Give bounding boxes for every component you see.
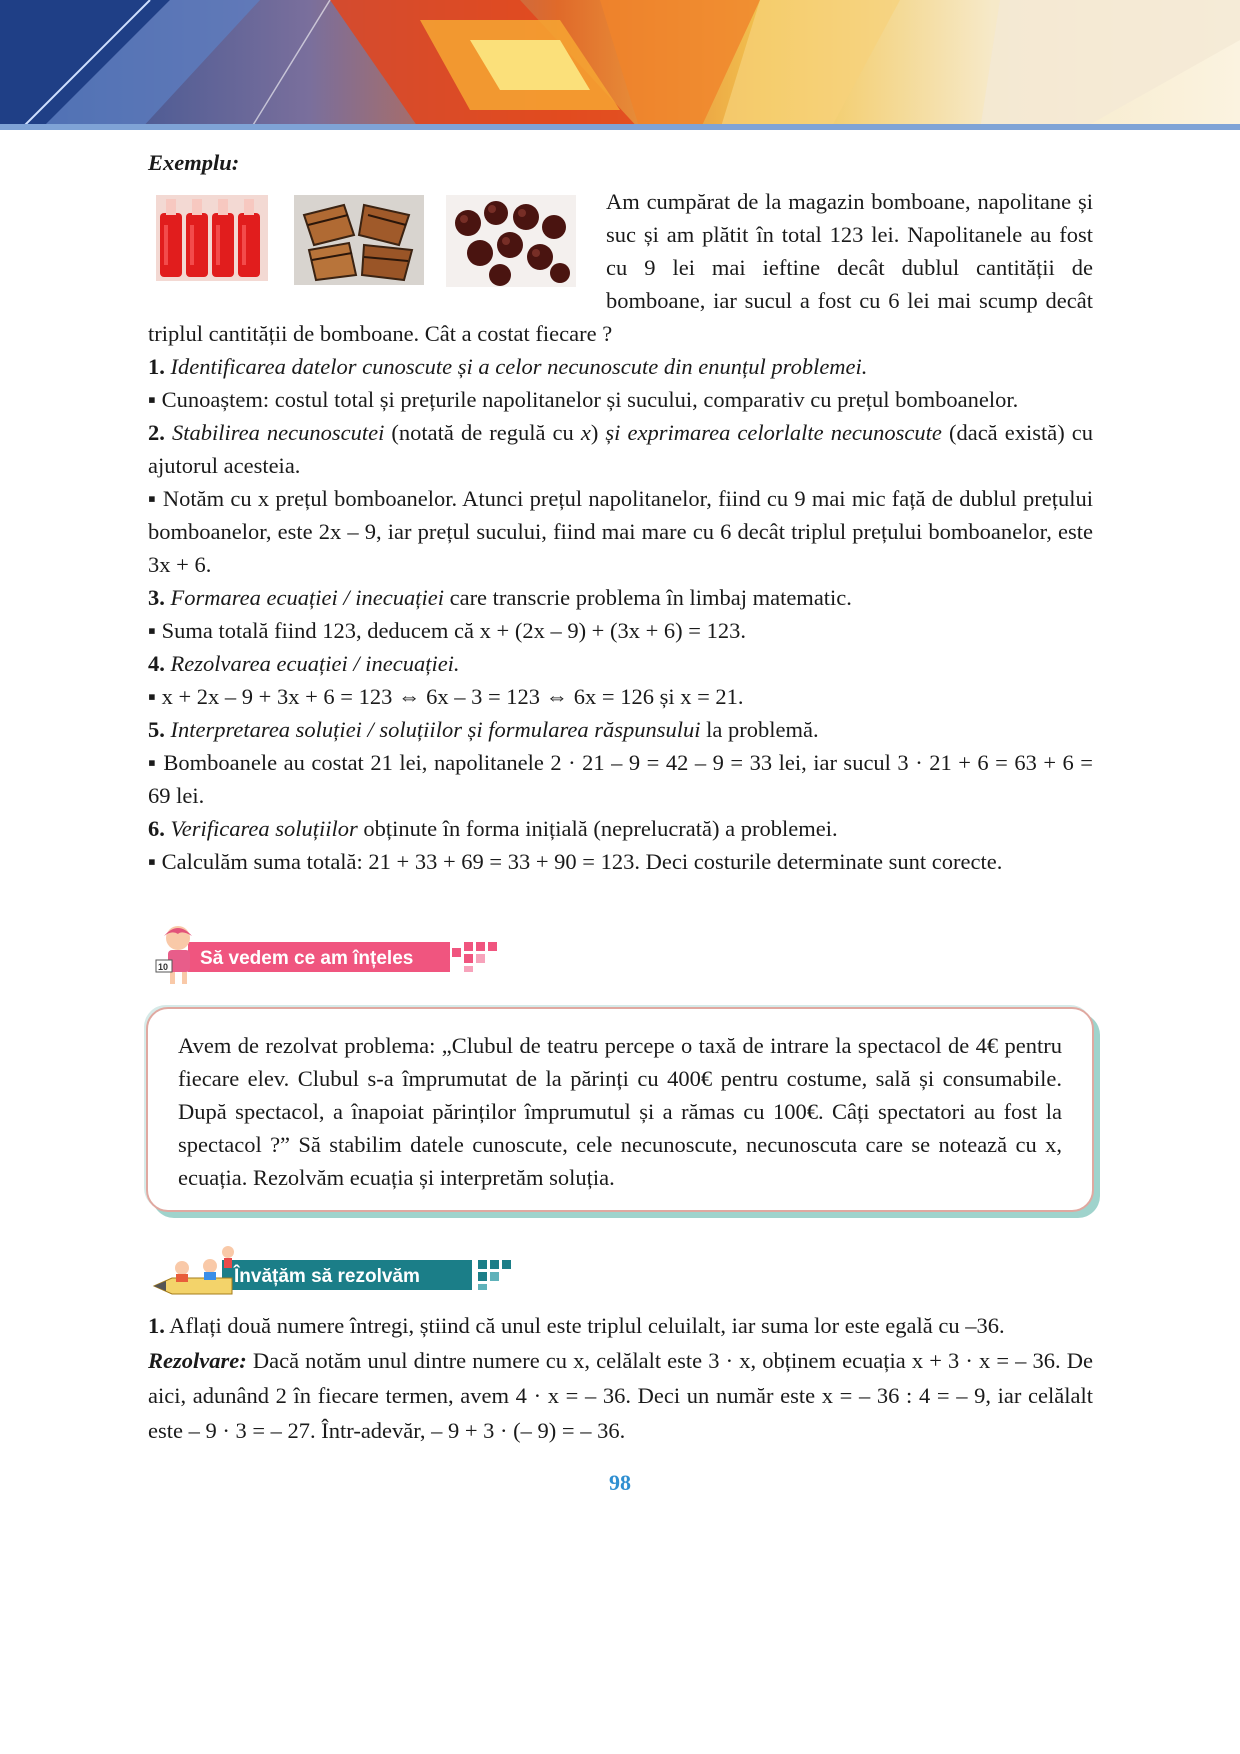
learn-section [148, 1308, 1093, 1448]
understand-problem-box [146, 1007, 1094, 1212]
step-5-heading: 5. Interpretarea soluției / soluțiilor și formularea răspunsului la problemă. [148, 717, 819, 742]
example-section [148, 146, 1093, 878]
understand-section-header [152, 924, 512, 991]
understand-problem-text: Avem de rezolvat problema: „Clubul de teatru percepe o taxă de intrare la spectacol de 4€ pentru fiecare elev. Clubul s-a împrumutat de la părinți cu 400€ pentru costume, sală și consumabile. După spectacol, a înapoiat părinților împrumutul și a rămas cu 100€. Câți spectatori au fost la spectacol ?” Să stabilim datele cunoscute, cele necunoscute, necunoscuta care se notează cu x, ecuația. Rezolvăm ecuația și interpretăm soluția. [178, 1033, 1062, 1190]
example-heading: Exemplu: [148, 150, 240, 175]
page-number: 98 [609, 1470, 631, 1495]
header-banner [0, 0, 1240, 130]
step-3-heading: 3. Formarea ecuației / inecuației care transcrie problema în limbaj matematic. [148, 585, 852, 610]
step-2-heading: 2. Stabilirea necunoscutei (notată de regulă cu x) și exprimarea celorlalte necunoscute (dacă există) cu ajutorul acesteia. [148, 420, 1093, 478]
learn-section-header [152, 1242, 532, 1309]
understand-section-label: Să vedem ce am înțeles [200, 948, 414, 969]
learn-section-label: Învățăm să rezolvăm [234, 1266, 420, 1287]
step-2-text: ▪ Notăm cu x prețul bomboanelor. Atunci prețul napolitanelor, fiind cu 9 mai mic față de dublul prețului bomboanelor, este 2x – 9, iar prețul sucului, fiind mai mare cu 6 decât triplul prețului bomboanelor, este 3x + 6. [148, 486, 1093, 577]
example-intro: Am cumpărat de la magazin bomboane, napolitane și suc și am plătit în total 123 lei. Napolitanele au fost cu 9 lei mai ieftine decât dublul cantității de bomboane, iar sucul a fost cu 6 lei mai scump decât triplul cantității de bomboane. Cât a costat fiecare ? [148, 189, 1093, 346]
grade-badge: 10 [158, 962, 169, 972]
step-4-heading: 4. Rezolvarea ecuației / inecuației. [148, 651, 460, 676]
step-4-text: ▪ x + 2x – 9 + 3x + 6 = 123 ⇔ 6x – 3 = 123 ⇔ 6x = 126 și x = 21. [148, 684, 744, 709]
step-3-text: ▪ Suma totală fiind 123, deducem că x + (2x – 9) + (3x + 6) = 123. [148, 618, 746, 643]
step-1-text: ▪ Cunoaștem: costul total și prețurile napolitanelor și sucului, comparativ cu prețul bomboanelor. [148, 387, 1019, 412]
problem-1-solution: Rezolvare: Dacă notăm unul dintre numere cu x, celălalt este 3 · x, obținem ecuația x + 3 · x = – 36. De aici, adunând 2 în fiecare termen, avem 4 · x = – 36. Deci un număr este x = – 36 : 4 = – 9, iar celălalt este – 9 · 3 = – 27. Într-adevăr, – 9 + 3 · (– 9) = – 36. [148, 1348, 1093, 1443]
step-6-heading: 6. Verificarea soluțiilor obținute în forma inițială (neprelucrată) a problemei. [148, 816, 838, 841]
wafers-image [294, 195, 424, 285]
example-images [148, 185, 588, 303]
chocolate-candies-image [446, 195, 576, 287]
step-1-heading: 1. Identificarea datelor cunoscute și a celor necunoscute din enunțul problemei. [148, 354, 868, 379]
problem-1: 1. Aflați două numere întregi, știind că unul este triplul celuilalt, iar suma lor este egală cu –36. [148, 1313, 1005, 1338]
step-6-text: ▪ Calculăm suma totală: 21 + 33 + 69 = 33 + 90 = 123. Deci costurile determinate sunt corecte. [148, 849, 1003, 874]
girl-mascot-icon [156, 926, 192, 984]
step-5-text: ▪ Bomboanele au costat 21 lei, napolitanele 2 · 21 – 9 = 42 – 9 = 33 lei, iar sucul 3 · 21 + 6 = 63 + 6 = 69 lei. [148, 750, 1093, 808]
juice-bottles-image [156, 195, 268, 281]
